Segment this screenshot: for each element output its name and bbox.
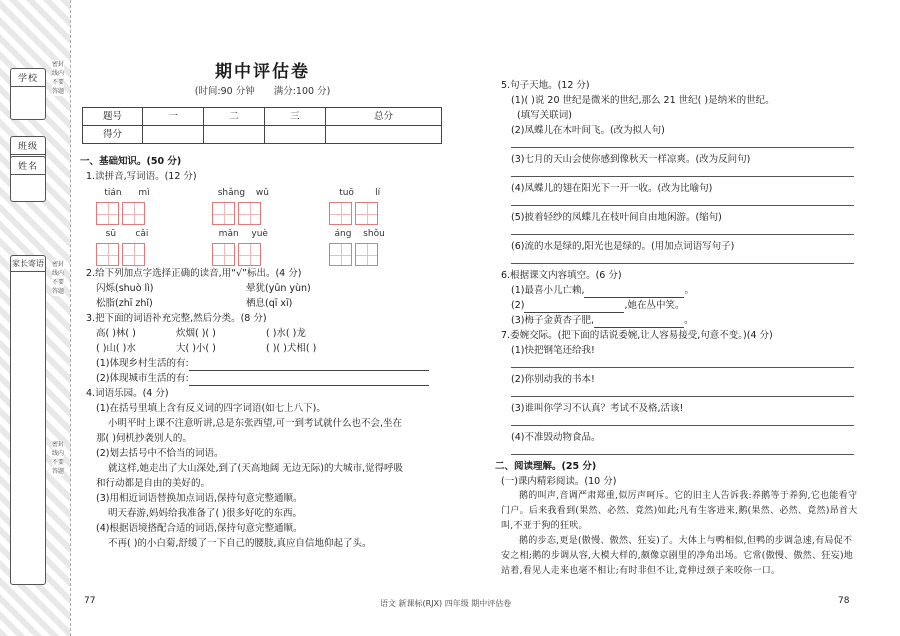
q6-sub-1-label: (1)最喜小儿亡赖, — [511, 285, 585, 296]
pinyin-text: lí — [375, 188, 381, 198]
answer-line[interactable] — [511, 167, 854, 177]
q3-word[interactable]: ( )水( )龙 — [266, 328, 306, 339]
binding-strip — [0, 0, 70, 636]
name-field[interactable] — [10, 156, 46, 202]
score-input[interactable] — [325, 126, 441, 144]
score-cell: 得分 — [83, 126, 143, 144]
score-input[interactable] — [143, 126, 204, 144]
pinyin-text: áng — [334, 229, 352, 239]
pinyin-group — [96, 227, 212, 266]
school-field[interactable] — [10, 68, 46, 120]
q4-sub-1-text: 小明平时上课不注意听讲,总是东张西望,可一到考试就什么也不会,坐在 — [108, 418, 403, 429]
q4-sub-2-text[interactable]: 就这样,她走出了大山深处,到了(天高地阔 无边无际)的大城市,觉得呼吸 — [108, 463, 403, 474]
pinyin-text: tián — [104, 188, 122, 198]
q5-sub-1-hint: (填写关联词) — [517, 110, 572, 121]
pinyin-text: yuè — [251, 229, 268, 239]
pinyin-group — [329, 186, 445, 225]
tianzige-box[interactable] — [329, 243, 352, 266]
score-cell: 二 — [203, 108, 264, 126]
page-number-right: 78 — [838, 596, 850, 606]
tianzige-box[interactable] — [96, 243, 119, 266]
q2-options — [96, 281, 445, 311]
q5-sub-2: (2)凤蝶儿在木叶间飞。(改为拟人句) — [511, 125, 665, 136]
q6-sub-2 — [511, 298, 860, 313]
answer-line[interactable] — [511, 416, 854, 426]
page-number-left: 77 — [84, 596, 96, 606]
q3-word[interactable]: 炊烟( )( ) — [176, 328, 216, 339]
exam-title: 期中评估卷 — [215, 62, 310, 82]
q5-sub-6: (6)流的水是绿的,阳光也是绿的。(用加点词语写句子) — [511, 241, 735, 252]
pinyin-group — [96, 186, 212, 225]
class-label: 班级 — [11, 137, 45, 155]
q2-option[interactable]: 晕犹(yūn yùn) — [246, 283, 311, 294]
pinyin-group — [329, 227, 445, 266]
q4-sub-2: (2)划去括号中不恰当的词语。 — [96, 448, 224, 459]
q3-words-row-1 — [96, 326, 445, 341]
exam-time: (时间:90 分钟 — [194, 86, 255, 97]
q5-sub-4: (4)凤蝶儿的翅在阳光下一开一收。(改为比喻句) — [511, 183, 713, 194]
reading-title: (一)课内精彩阅读。(10 分) — [501, 476, 617, 487]
q6-sub-2-label: (2) — [511, 300, 525, 311]
q3-words-row-2 — [96, 341, 445, 356]
q6-sub-3-label: (3)梅子金黄杏子肥, — [511, 315, 594, 326]
q3-sub-a — [96, 356, 445, 371]
pinyin-text: tuō — [339, 188, 354, 198]
pinyin-group — [212, 186, 328, 225]
question-3: 3.把下面的词语补充完整,然后分类。(8 分) — [86, 313, 267, 324]
question-1: 1.读拼音,写词语。(12 分) — [86, 171, 197, 182]
q3-sub-b — [96, 371, 445, 386]
pinyin-text: shǎng — [217, 188, 246, 198]
tianzige-box[interactable] — [238, 202, 261, 225]
tianzige-box[interactable] — [329, 202, 352, 225]
section-1-heading: 一、基础知识。(50 分) — [80, 156, 182, 167]
pinyin-text: mì — [138, 188, 150, 198]
section-2-heading: 二、阅读理解。(25 分) — [495, 461, 597, 472]
exam-subtitle — [80, 84, 445, 99]
pinyin-group — [212, 227, 328, 266]
answer-line[interactable] — [189, 385, 429, 386]
tianzige-box[interactable] — [122, 243, 145, 266]
q4-sub-4-text[interactable]: 不再( )的小白菊,舒缓了一下自己的腰肢,真应自信地仰起了头。 — [108, 538, 372, 549]
q3-word[interactable]: ( )山( )水 — [96, 343, 136, 354]
score-input[interactable] — [264, 126, 325, 144]
tianzige-box[interactable] — [212, 202, 235, 225]
q7-sub-2: (2)你别动我的书本! — [511, 374, 595, 385]
q6-sub-1: (1)最喜小儿亡赖, 。 — [511, 285, 694, 296]
q5-sub-1[interactable]: (1)( )说 20 世纪是微米的世纪,那么 21 世纪( )是纳米的世纪。 — [511, 95, 775, 106]
fold-line — [70, 0, 71, 636]
score-cell: 总分 — [325, 108, 441, 126]
q4-sub-3: (3)用相近词语替换加点词语,保持句意完整通顺。 — [96, 493, 303, 504]
answer-line[interactable] — [511, 358, 854, 368]
exam-score: 满分:100 分) — [273, 86, 331, 97]
seal-text-1: 密封线内不要答题 — [52, 61, 65, 95]
q6-sub-3: (3)梅子金黄杏子肥, 。 — [511, 315, 694, 326]
score-cell: 题号 — [83, 108, 143, 126]
q4-sub-2-text: 和行动都是自由的美好的。 — [96, 478, 211, 489]
score-input[interactable] — [203, 126, 264, 144]
score-cell: 三 — [264, 108, 325, 126]
pinyin-text: cǎi — [135, 229, 149, 239]
score-cell: 一 — [143, 108, 204, 126]
q6-sub-2-tail: ,她在丛中笑。 — [624, 300, 685, 311]
tianzige-box[interactable] — [238, 243, 261, 266]
score-table — [82, 107, 442, 144]
tianzige-box[interactable] — [96, 202, 119, 225]
score-table-score-row — [83, 126, 442, 144]
answer-line[interactable] — [511, 225, 854, 235]
answer-line[interactable] — [511, 445, 854, 455]
parent-note-label: 家长寄语 — [11, 256, 45, 272]
q3-sub-b-label: (2)体现城市生活的有: — [96, 373, 189, 384]
q7-sub-3: (3)谁叫你学习不认真？考试不及格,活该! — [511, 403, 684, 414]
question-5: 5.句子天地。(12 分) — [501, 80, 590, 91]
score-table-header-row — [83, 108, 442, 126]
answer-line[interactable] — [511, 196, 854, 206]
q5-sub-3: (3)七月的天山会使你感到像秋天一样凉爽。(改为反问句) — [511, 154, 751, 165]
q3-word[interactable]: ( )( )犬相( ) — [266, 343, 317, 354]
q3-word[interactable]: 大( )小( ) — [176, 343, 216, 354]
footer-text: 语文 新课标(RJX) 四年级 期中评估卷 — [380, 599, 512, 608]
seal-text-3: 密封线内不要答题 — [52, 441, 65, 475]
reading-paragraph-1[interactable]: 鹅的叫声,音调严肃郑重,似厉声呵斥。它的旧主人告诉我:养鹅等于养狗,它也能看守门户。后来我看到(果然、必然、竟然)如此;凡有生客进来,鹅(果然、必然、竟然)昂首大叫,不亚于狗的狂吠。 — [501, 491, 858, 531]
q2-option[interactable]: 松脂(zhī zhǐ) — [96, 298, 153, 309]
name-label: 姓名 — [11, 157, 45, 175]
tianzige-box[interactable] — [212, 243, 235, 266]
q5-sub-5: (5)披着轻纱的凤蝶儿在枝叶间自由地闲游。(缩句) — [511, 212, 722, 223]
q7-sub-1: (1)快把钢笔还给我! — [511, 345, 595, 356]
answer-line[interactable] — [511, 138, 854, 148]
answer-line[interactable] — [511, 254, 854, 264]
pinyin-text: mǎn — [218, 229, 239, 239]
tianzige-box[interactable] — [355, 202, 378, 225]
reading-paragraph-2[interactable]: 鹅的步态,更是(傲慢、傲然、狂妄)了。大体上与鸭相似,但鸭的步调急速,有局促不安之相;鹅的步调从容,大模大样的,颇像京剧里的净角出场。它常(傲慢、傲然、狂妄)地站着,看见人走来也毫不相让;有时非但不让,竟伸过颈子来咬你一口。 — [501, 536, 854, 576]
seal-text-2: 密封线内不要答题 — [52, 261, 65, 295]
q3-sub-a-label: (1)体现乡村生活的有: — [96, 358, 189, 369]
parent-note-field[interactable] — [10, 255, 46, 585]
pinyin-text: shǒu — [363, 229, 385, 239]
pinyin-text: wǔ — [255, 188, 269, 198]
q4-sub-1: (1)在括号里填上含有反义词的四字词语(如七上八下)。 — [96, 403, 326, 414]
right-page — [495, 78, 860, 579]
pinyin-row-2 — [96, 227, 445, 266]
question-6: 6.根据课文内容填空。(6 分) — [501, 270, 622, 281]
q4-sub-1-text[interactable]: 那( )伺机抄袭别人的。 — [96, 433, 192, 444]
q2-option[interactable]: 栖息(qī xī) — [246, 298, 293, 309]
question-7: 7.委婉交际。(把下面的话说委婉,让人容易接受,句意不变。)(4 分) — [501, 330, 773, 341]
q2-option[interactable]: 闪烁(shuò lì) — [96, 283, 154, 294]
q4-sub-3-text[interactable]: 明天春游,妈妈给我准备了( )很多好吃的东西。 — [108, 508, 302, 519]
question-4: 4.词语乐园。(4 分) — [86, 388, 169, 399]
q3-word[interactable]: 高( )林( ) — [96, 328, 136, 339]
answer-line[interactable] — [511, 387, 854, 397]
tianzige-box[interactable] — [355, 243, 378, 266]
pinyin-text: sū — [105, 229, 117, 239]
left-page — [80, 55, 445, 551]
tianzige-box[interactable] — [122, 202, 145, 225]
school-label: 学校 — [11, 69, 45, 87]
q7-sub-4: (4)不准毁动物食品。 — [511, 432, 601, 443]
question-2: 2.给下列加点字选择正确的读音,用“√”标出。(4 分) — [86, 268, 302, 279]
pinyin-row-1 — [96, 186, 445, 225]
q4-sub-4: (4)根据语境搭配合适的词语,保持句意完整通顺。 — [96, 523, 303, 534]
